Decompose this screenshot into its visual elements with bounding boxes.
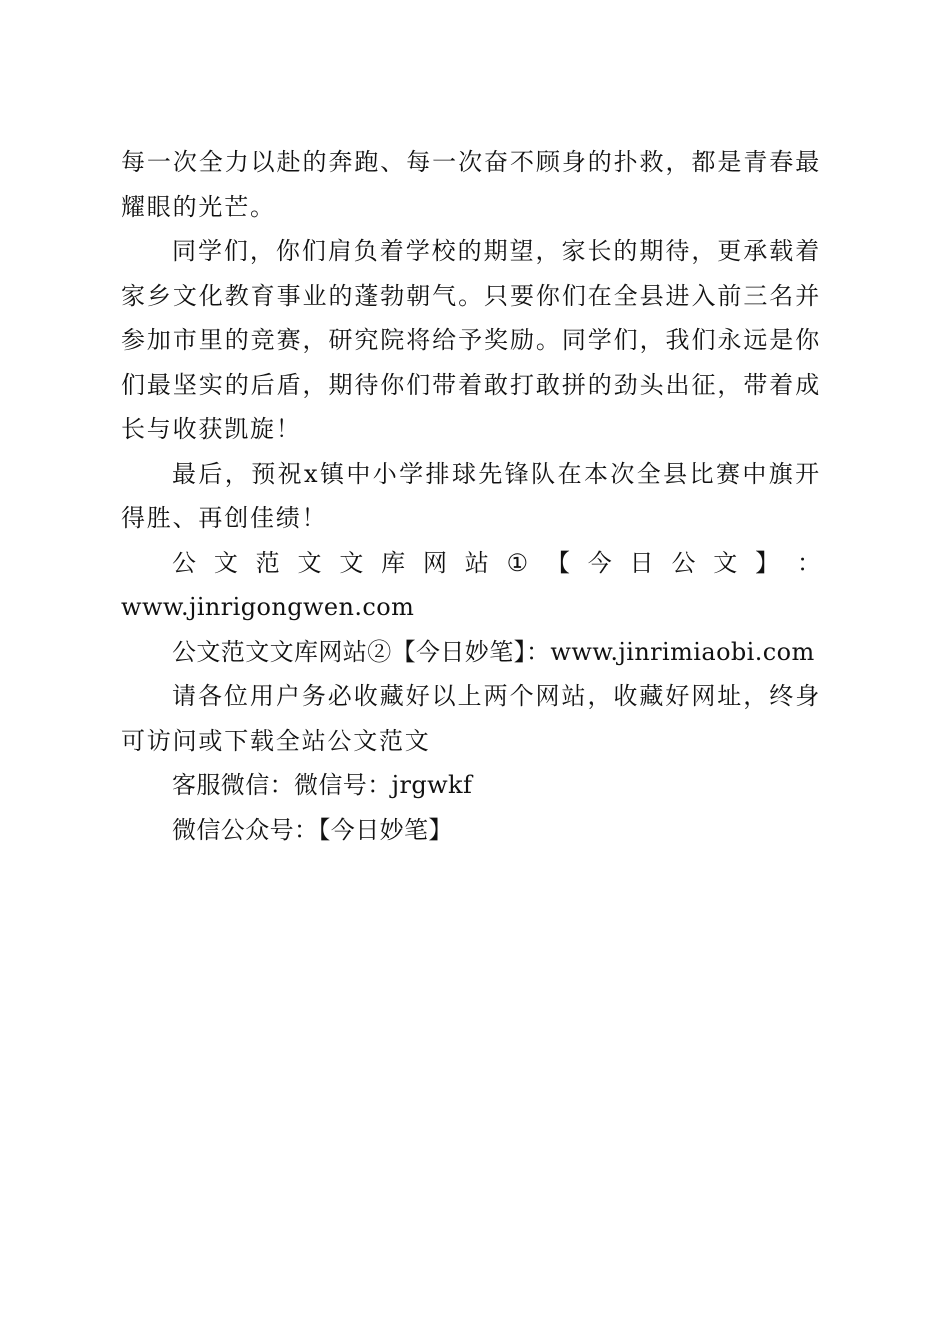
wechat-line: 客服微信：微信号：jrgwkf: [172, 771, 473, 799]
site1-char: ：: [796, 548, 821, 577]
site1-char: 】: [755, 548, 780, 577]
site1-line: [121, 541, 821, 586]
site1-char: 文: [213, 548, 238, 577]
site1-char: 站: [464, 548, 489, 577]
document-page: [121, 140, 821, 852]
official-account-line: 微信公众号：【今日妙笔】: [172, 815, 453, 844]
site1-char: 文: [713, 548, 738, 577]
site1-char: 【: [545, 548, 570, 577]
notice-paragraph: 请各位用户务必收藏好以上两个网站，收藏好网址，终身可访问或下载全站公文范文: [121, 682, 821, 755]
paragraph-1: 每一次全力以赴的奔跑、每一次奋不顾身的扑救，都是青春最耀眼的光芒。: [121, 148, 821, 221]
site1-char: 公: [671, 548, 696, 577]
paragraph-2: 同学们，你们肩负着学校的期望，家长的期待，更承载着家乡文化教育事业的蓬勃朝气。只要你们在全县进入前三名并参加市里的竞赛，研究院将给予奖励。同学们，我们永远是你们最坚实的后盾，期待你们带着敢打敢拼的劲头出征，带着成长与收获凯旋！: [121, 237, 821, 443]
site1-char: 今: [587, 548, 612, 577]
site1-char: 日: [629, 548, 654, 577]
site1-char: 公: [172, 548, 196, 577]
site1-char: ①: [506, 548, 529, 577]
site1-char: 文: [339, 548, 364, 577]
site1-char: 网: [422, 548, 447, 577]
paragraph-3: 最后，预祝x镇中小学排球先锋队在本次全县比赛中旗开得胜、再创佳绩！: [121, 459, 821, 532]
site2-line[interactable]: 公文范文文库网站②【今日妙笔】：www.jinrimiaobi.com: [172, 637, 815, 666]
site1-url-link[interactable]: www.jinrigongwen.com: [121, 593, 415, 621]
site1-char: 文: [297, 548, 322, 577]
site1-char: 范: [255, 548, 280, 577]
site1-char: 库: [381, 548, 406, 577]
